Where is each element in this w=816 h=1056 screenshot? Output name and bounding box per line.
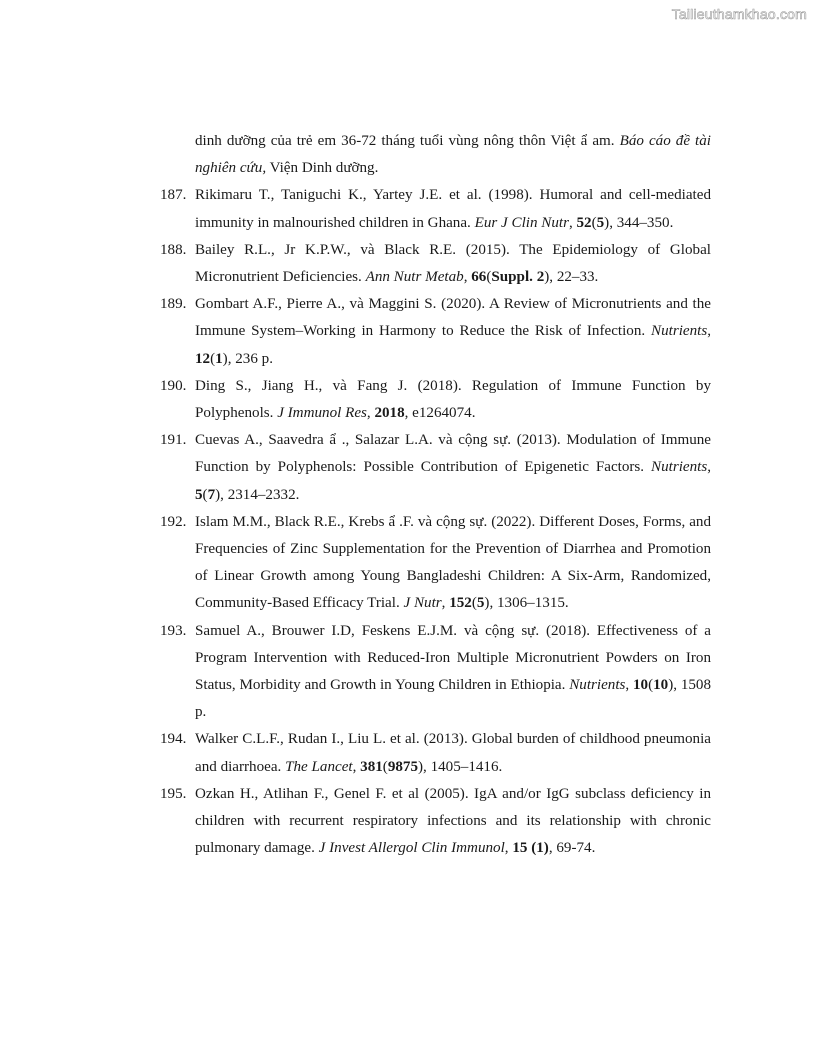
citation-segment: ( — [486, 269, 492, 286]
reference-number: 189. — [160, 296, 187, 313]
citation-segment: ), 236 p. — [222, 350, 273, 367]
journal-title: J Nutr — [403, 595, 442, 612]
reference-number: 195. — [160, 785, 187, 802]
journal-title: Nutrients — [651, 323, 708, 340]
citation-segment: , — [625, 677, 633, 694]
citation-segment: , — [441, 595, 450, 612]
volume-issue: Suppl. 2 — [491, 269, 545, 286]
volume-issue: 15 (1) — [512, 840, 549, 857]
reference-text — [195, 242, 711, 285]
reference-entry — [160, 373, 711, 427]
volume-issue: 52 — [576, 214, 592, 231]
journal-title: Eur J Clin Nutr — [474, 214, 569, 231]
volume-issue: 152 — [449, 595, 472, 612]
reference-text — [195, 432, 711, 502]
citation-segment: ( — [591, 214, 597, 231]
reference-text — [195, 296, 711, 366]
volume-issue: 5 — [476, 595, 485, 612]
reference-entry — [160, 291, 711, 373]
citation-segment: Viện Dinh dưỡng. — [266, 160, 379, 177]
reference-number: 192. — [160, 513, 187, 530]
citation-segment: ), 1508 p. — [195, 677, 712, 721]
journal-title: Báo cáo đề tài nghiên cứu, — [195, 133, 711, 177]
citation-segment: Cuevas A., Saavedra ẩ ., Salazar L.A. và cộng sự. (2013). Modulation of Immune Function by Polyphenols: Possible Contribution of Epigenetic Factors. — [195, 432, 711, 476]
reference-text — [195, 187, 711, 230]
reference-number: 194. — [160, 731, 187, 748]
journal-title: Nutrients — [651, 459, 708, 476]
reference-entry — [160, 618, 711, 727]
citation-segment: Rikimaru T., Taniguchi K., Yartey J.E. et al. (1998). Humoral and cell-mediated immunity in malnourished children in Ghana. — [195, 187, 711, 231]
reference-entry — [160, 182, 711, 236]
reference-text — [195, 378, 711, 421]
citation-segment: ), 344–350. — [604, 214, 674, 231]
reference-text — [195, 786, 711, 856]
journal-title: J Invest Allergol Clin Immunol — [318, 840, 505, 857]
reference-number: 187. — [160, 187, 187, 204]
volume-issue: 10 — [633, 677, 649, 694]
reference-number: 190. — [160, 377, 187, 394]
citation-segment: ), 1306–1315. — [484, 595, 569, 612]
citation-segment: , — [463, 269, 472, 286]
volume-issue: 10 — [653, 677, 669, 694]
citation-segment: , — [504, 840, 513, 857]
reference-entry — [160, 128, 711, 182]
citation-segment: ), 2314–2332. — [215, 486, 300, 503]
citation-segment: , — [366, 405, 375, 422]
citation-segment: , — [352, 758, 361, 775]
citation-segment: , — [568, 214, 577, 231]
volume-issue: 66 — [471, 269, 487, 286]
citation-segment: ), 1405–1416. — [418, 758, 503, 775]
reference-entry — [160, 726, 711, 780]
citation-segment: Islam M.M., Black R.E., Krebs ẩ .F. và cộng sự. (2022). Different Doses, Forms, and Frequencies of Zinc Supplementation for the Prevention of Diarrhea and Promotion of Linear Growth among Young Bangladeshi Children: A Six-Arm, Randomized, Community-Based Efficacy Trial. — [195, 513, 711, 612]
volume-issue: 2018 — [374, 405, 405, 422]
citation-segment: ), 22–33. — [544, 269, 599, 286]
citation-segment: , — [707, 323, 711, 340]
reference-list — [160, 128, 711, 862]
volume-issue: 12 — [195, 350, 211, 367]
citation-segment: Ozkan H., Atlihan F., Genel F. et al (2005). IgA and/or IgG subclass deficiency in children with recurrent respiratory infections and its relationship with chronic pulmonary damage. — [195, 785, 711, 857]
volume-issue: 381 — [360, 758, 383, 775]
citation-segment: Gombart A.F., Pierre A., và Maggini S. (2020). A Review of Micronutrients and the Immune System–Working in Harmony to Reduce the Risk of Infection. — [195, 296, 711, 340]
citation-segment: ( — [202, 486, 208, 503]
journal-title: The Lancet — [285, 758, 353, 775]
reference-entry — [160, 237, 711, 291]
citation-segment: Bailey R.L., Jr K.P.W., và Black R.E. (2015). The Epidemiology of Global Micronutrient Deficiencies. — [195, 241, 711, 286]
citation-segment: ( — [382, 758, 388, 775]
reference-text — [195, 514, 711, 612]
journal-title: Nutrients — [569, 677, 626, 694]
volume-issue: 5 — [596, 214, 605, 231]
citation-segment: , — [707, 459, 711, 476]
reference-text — [195, 731, 711, 774]
watermark-text: Tailieuthamkhao.com — [671, 6, 807, 22]
reference-entry — [160, 781, 711, 863]
volume-issue: 7 — [207, 486, 216, 503]
volume-issue: 1 — [215, 350, 223, 367]
citation-segment: , 69-74. — [548, 840, 596, 857]
reference-number: 191. — [160, 432, 187, 449]
reference-number: 188. — [160, 241, 187, 258]
citation-segment: Ding S., Jiang H., và Fang J. (2018). Regulation of Immune Function by Polyphenols. — [195, 377, 711, 422]
reference-text — [195, 623, 711, 721]
volume-issue: 9875 — [387, 758, 419, 775]
reference-entry — [160, 427, 711, 509]
reference-entry — [160, 509, 711, 618]
reference-text — [195, 133, 711, 176]
citation-segment: ( — [648, 677, 654, 694]
citation-segment: dinh dưỡng của trẻ em 36-72 tháng tuổi vùng nông thôn Việt ẩ am. — [195, 133, 620, 149]
citation-segment: ( — [471, 595, 477, 612]
reference-number: 193. — [160, 622, 187, 639]
citation-segment: , e1264074. — [404, 405, 476, 422]
journal-title: J Immunol Res — [277, 405, 367, 422]
citation-segment: Walker C.L.F., Rudan I., Liu L. et al. (2013). Global burden of childhood pneumonia and diarrhoea. — [195, 731, 711, 775]
volume-issue: 5 — [195, 486, 203, 503]
citation-segment: Samuel A., Brouwer I.D, Feskens E.J.M. và cộng sự. (2018). Effectiveness of a Program Intervention with Reduced-Iron Multiple Micronutrient Powders on Iron Status, Morbidity and Growth in Young Children in Ethiopia. — [195, 622, 711, 694]
citation-segment: ( — [210, 350, 216, 367]
journal-title: Ann Nutr Metab — [365, 269, 464, 286]
